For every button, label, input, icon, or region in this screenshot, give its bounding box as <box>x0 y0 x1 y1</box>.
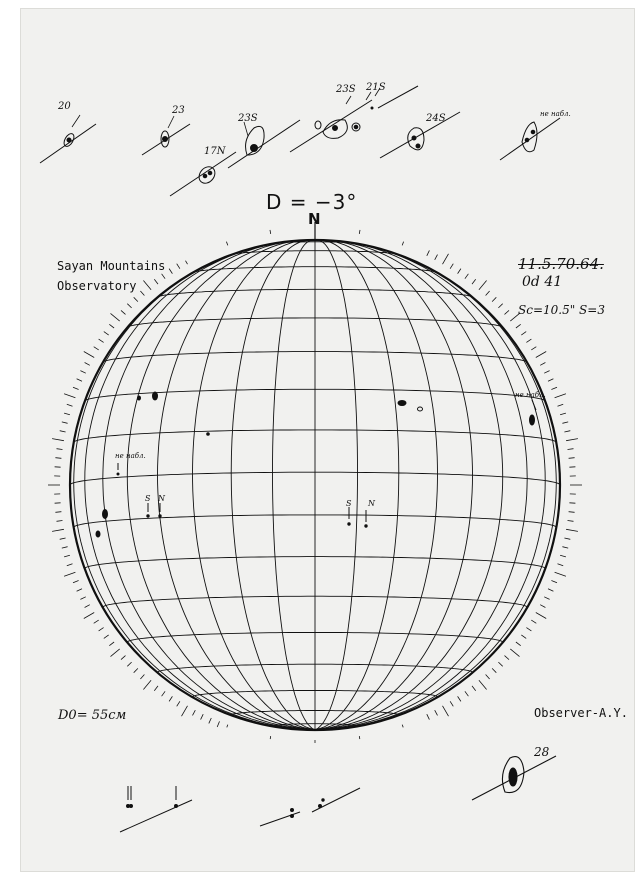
scale-tick <box>169 269 172 274</box>
sunspot-sketch-23 <box>142 116 190 155</box>
scale-tick <box>104 635 109 639</box>
observer-label: Observer-A.Y. <box>534 706 628 720</box>
disk-polarity-n-left: N <box>158 494 165 503</box>
scale-tick <box>57 449 63 450</box>
scale-tick <box>55 458 61 459</box>
scale-tick <box>143 281 151 290</box>
scale-tick <box>510 649 519 657</box>
grid-line <box>315 240 473 730</box>
scale-tick <box>85 605 90 608</box>
scale-tick <box>77 589 82 592</box>
scale-tick <box>492 668 496 672</box>
grid-line <box>315 241 503 730</box>
scale-tick <box>99 339 104 342</box>
scale-tick <box>169 696 172 701</box>
grid-line <box>315 243 545 729</box>
scale-tick <box>479 680 487 689</box>
scale-tick <box>85 363 90 366</box>
scale-tick <box>52 439 64 441</box>
scale-tick <box>270 736 271 739</box>
grid-line <box>273 240 316 730</box>
sketch-label-17n: 17N <box>204 146 226 157</box>
sketch-label-24s: 24S <box>426 113 446 124</box>
sunspot-sketch-unobserved <box>500 118 560 160</box>
scale-tick <box>121 310 126 314</box>
scale-tick <box>551 581 557 583</box>
scale-tick <box>562 547 568 548</box>
scale-tick <box>84 352 94 358</box>
scale-tick <box>186 261 188 265</box>
scale-tick <box>564 431 570 432</box>
sketch-label-21s: 21S <box>366 82 386 93</box>
seeing-scale: Sc=10.5" S=3 <box>518 303 605 317</box>
scale-tick <box>516 324 521 328</box>
scale-tick <box>521 635 526 639</box>
bottom-marks-left <box>120 786 192 832</box>
scale-tick <box>505 656 510 660</box>
disk-polarity-s-center: S <box>346 499 352 508</box>
scale-tick <box>516 642 521 646</box>
scale-tick <box>531 620 536 623</box>
scale-tick <box>57 521 63 522</box>
scale-tick <box>472 279 476 284</box>
image-diameter: D0= 55см <box>58 708 127 723</box>
sketch-label-23s-b: 23S <box>336 84 356 95</box>
scale-tick <box>109 324 114 328</box>
scale-tick <box>226 242 227 246</box>
scale-tick <box>99 628 104 631</box>
scale-tick <box>498 662 502 666</box>
scale-tick <box>450 264 453 269</box>
grid-line <box>315 252 556 730</box>
scale-tick <box>568 521 574 522</box>
scale-tick <box>62 422 68 423</box>
scale-tick <box>359 736 360 739</box>
scale-tick <box>201 714 204 719</box>
scale-tick <box>143 680 151 689</box>
scale-tick <box>435 255 438 260</box>
scale-tick <box>177 264 180 269</box>
scale-tick <box>402 725 403 728</box>
scale-tick <box>193 710 196 715</box>
grid-line <box>158 240 316 730</box>
scale-tick <box>540 363 545 366</box>
scale-tick <box>569 458 575 459</box>
scale-tick <box>465 274 469 279</box>
grid-line <box>231 240 315 730</box>
scale-tick <box>64 394 75 398</box>
grid-line <box>315 240 399 730</box>
scale-tick <box>458 269 461 274</box>
north-label: N <box>308 210 321 228</box>
scale-tick <box>465 691 469 696</box>
scale-tick <box>73 387 79 389</box>
scale-tick <box>560 555 566 557</box>
sunspot-sketch-17n <box>170 152 236 196</box>
grid-line <box>315 240 438 730</box>
scale-tick <box>64 555 70 557</box>
scale-tick <box>134 668 138 672</box>
scale-tick <box>154 686 158 691</box>
sketch-label-23: 23 <box>172 105 185 116</box>
observation-time: 0d 41 <box>522 274 563 290</box>
scale-tick <box>134 297 138 301</box>
scale-tick <box>544 371 549 374</box>
scale-tick <box>443 706 449 716</box>
scale-tick <box>536 352 546 358</box>
observation-date: 11.5.70.64. <box>518 255 604 273</box>
scale-tick <box>505 310 510 314</box>
scale-tick <box>140 291 144 296</box>
disk-note-unobserved-right: не набл. <box>515 391 546 399</box>
scale-tick <box>458 696 461 701</box>
scale-tick <box>566 529 578 531</box>
scale-tick <box>162 691 166 696</box>
scale-tick <box>55 512 61 513</box>
sunspot-sketch-20 <box>40 115 96 163</box>
scale-tick <box>569 512 575 513</box>
grid-line <box>193 240 316 730</box>
scale-tick <box>182 706 188 716</box>
scale-tick <box>227 725 228 728</box>
grid-line <box>315 240 358 730</box>
scale-tick <box>64 572 75 576</box>
scale-tick <box>472 686 476 691</box>
scale-tick <box>450 701 453 706</box>
scale-tick <box>544 597 549 600</box>
scale-tick <box>492 297 496 301</box>
scale-tick <box>162 274 166 279</box>
scale-tick <box>62 547 68 548</box>
scale-tick <box>566 439 578 441</box>
scale-tick <box>64 413 70 415</box>
scale-tick <box>217 721 219 727</box>
scale-tick <box>540 605 545 608</box>
scale-tick <box>60 538 66 539</box>
scale-tick <box>270 230 271 234</box>
scale-tick <box>548 379 553 382</box>
scale-tick <box>60 431 66 432</box>
scale-tick <box>80 371 85 374</box>
scale-tick <box>558 404 564 406</box>
scale-tick <box>443 254 449 264</box>
sunspot-sketch-24s <box>380 112 460 158</box>
bottom-marks-center <box>260 788 360 826</box>
scale-tick <box>104 332 109 336</box>
scale-tick <box>551 387 557 389</box>
scale-tick <box>536 613 546 619</box>
scale-tick <box>140 675 144 680</box>
scale-tick <box>548 589 553 592</box>
scale-tick <box>109 642 114 646</box>
disk-polarity-n-center: N <box>368 499 375 508</box>
sunspot-sketch-23s <box>228 120 300 168</box>
scale-tick <box>427 250 430 255</box>
scale-tick <box>67 404 73 406</box>
scale-tick <box>84 613 94 619</box>
scale-tick <box>94 620 99 623</box>
scale-tick <box>94 347 99 350</box>
scale-tick <box>121 656 126 660</box>
scale-tick <box>77 379 82 382</box>
observatory-name-line1: Sayan Mountains <box>57 259 166 273</box>
disk-polarity-s-left: S <box>145 494 151 503</box>
observatory-name-line2: Observatory <box>57 279 137 293</box>
scale-tick <box>560 413 566 415</box>
sunspot-sketch-28 <box>472 756 556 800</box>
scale-tick <box>558 564 564 566</box>
scale-tick <box>435 710 438 715</box>
scale-tick <box>154 279 158 284</box>
disk-note-unobserved-left: не набл. <box>115 452 146 460</box>
grid-line <box>85 243 315 729</box>
scale-tick <box>80 597 85 600</box>
scale-tick <box>402 242 403 246</box>
scale-tick <box>486 675 490 680</box>
sketch-label-20: 20 <box>58 101 71 112</box>
scale-tick <box>359 230 360 234</box>
grid-line <box>74 252 315 730</box>
scale-tick <box>52 529 64 531</box>
scale-tick <box>555 572 566 576</box>
scale-tick <box>427 714 430 719</box>
scale-tick <box>568 449 574 450</box>
scale-tick <box>479 281 487 290</box>
grid-line <box>127 241 315 730</box>
heliographic-latitude-title: D = −3° <box>266 190 358 214</box>
sketch-label-unobserved: не набл. <box>540 110 571 118</box>
scale-tick <box>127 662 131 666</box>
scale-tick <box>562 422 568 423</box>
scale-tick <box>73 581 79 583</box>
scale-tick <box>531 347 536 350</box>
scale-tick <box>498 304 502 308</box>
sketch-label-28: 28 <box>534 745 550 759</box>
scale-tick <box>111 313 120 321</box>
scale-tick <box>521 332 526 336</box>
sunspot-sketch-23s-group <box>290 88 380 152</box>
scale-tick <box>526 339 531 342</box>
scale-tick <box>111 649 120 657</box>
scale-tick <box>177 701 180 706</box>
scale-tick <box>209 718 212 723</box>
scale-tick <box>67 564 73 566</box>
scale-tick <box>555 394 566 398</box>
scale-tick <box>526 628 531 631</box>
scale-tick <box>127 304 131 308</box>
scale-tick <box>564 538 570 539</box>
sketch-label-23s: 23S <box>238 113 258 124</box>
scale-tick <box>486 291 490 296</box>
